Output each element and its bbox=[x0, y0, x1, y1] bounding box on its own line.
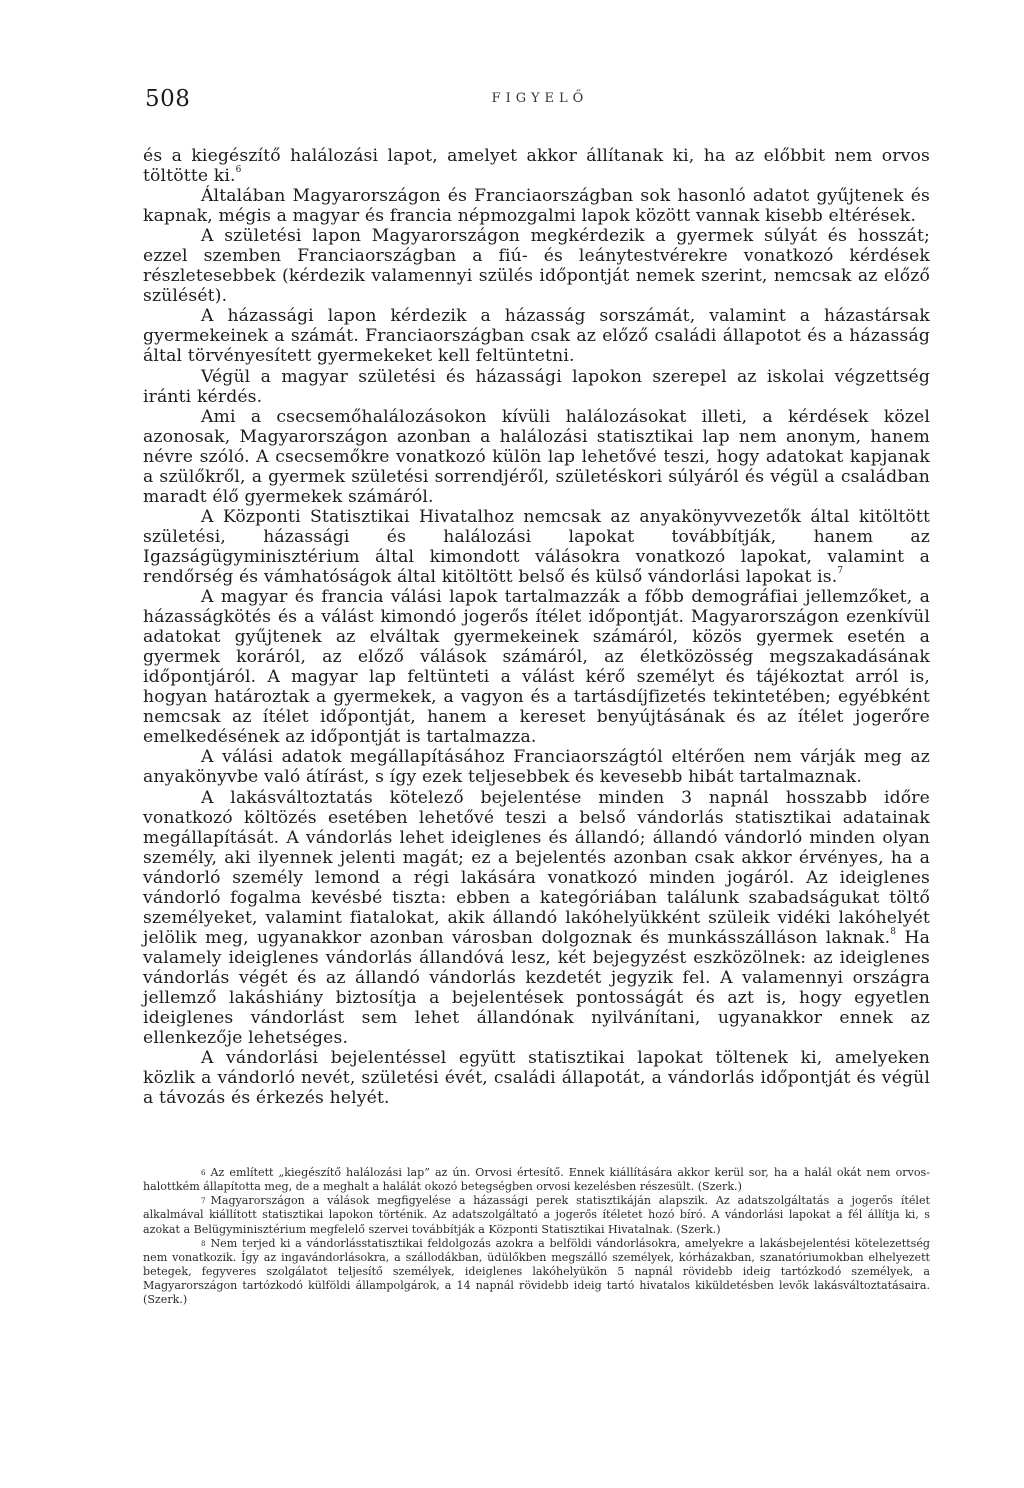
paragraph: Általában Magyarországon és Franciaországban sok hasonló adatot gyűjtenek és kapnak, mégis a magyar és francia népmozgalmi lapok között vannak kisebb eltérések. bbox=[143, 186, 930, 227]
paragraph: A magyar és francia válási lapok tartalmazzák a főbb demográfiai jellemzőket, a házasságkötés és a válást kimondó jogerős ítélet időpontját. Magyarországon ezenkívül adatokat gyűjtenek az elváltak gyermekeinek számáról, közös gyermek esetén a gyermek koráról, az előző válások számáról, az életközösség megszakadásának időpontjáról. A magyar lap feltünteti a válást kérő személyt és tájékoztat arról is, hogyan határoztak a gyermekek, a vagyon és a tartásdíjfizetés tekintetében; egyébként nemcsak az ítélet időpontját, hanem a kereset benyújtásának és az ítélet jogerőre emelkedésének az időpontját is tartalmazza. bbox=[143, 587, 930, 748]
body-text bbox=[143, 146, 930, 1108]
paragraph: Végül a magyar születési és házassági lapokon szerepel az iskolai végzettség iránti kérdés. bbox=[143, 366, 930, 407]
paragraph: és a kiegészítő halálozási lapot, amelyet akkor állítanak ki, ha az előbbit nem orvos töltötte ki.$^6$ bbox=[143, 146, 930, 187]
paragraph: A házassági lapon kérdezik a házasság sorszámát, valamint a házastársak gyermekeinek a számát. Franciaországban csak az előző családi állapotot és a házasság által törvényesített gyermekeket kell feltüntetni. bbox=[143, 306, 930, 367]
paragraph: A válási adatok megállapításához Franciaországtól eltérően nem várják meg az anyakönyvbe való átírást, s így ezek teljesebbek és kevesebb hibát tartalmaznak. bbox=[143, 747, 930, 788]
footnote: $^7$ Magyarországon a válások megfigyelése a házassági perek statisztikáján alapszik. Az adatszolgáltatás a jogerős ítélet alkalmával kiállított statisztikai lapokon történik. Az adatszolgáltató a jogerős ítéletet hozó bíró. A vándorlási lapokat a fél állítja ki, s azokat a Belügyminisztérium megfelelő szervei továbbítják a Központi Statisztikai Hivatalnak. (Szerk.) bbox=[143, 1194, 930, 1236]
footnote-reference: 7 bbox=[837, 565, 844, 576]
paragraph: A Központi Statisztikai Hivatalhoz nemcsak az anyakönyvvezetők által kitöltött születési, házassági és halálozási lapokat továbbítják, hanem az Igazságügyminisztérium által kimondott válásokra vonatkozó lapokat, valamint a rendőrség és vámhatóságok által kitöltött belső és külső vándorlási lapokat is.$^7$ bbox=[143, 506, 930, 587]
page-number: 508 bbox=[145, 86, 191, 112]
footnote: $^6$ Az említett „kiegészítő halálozási lap” az ún. Orvosi értesítő. Ennek kiállítására akkor kerül sor, ha a halál okát nem orvos-halottkém állapította meg, de a meghalt a halálát okozó betegségben orvosi kezelésben részesült. (Szerk.) bbox=[143, 1166, 930, 1194]
paragraph: A lakásváltoztatás kötelező bejelentése minden 3 napnál hosszabb időre vonatkozó költözés esetében lehetővé teszi a belső vándorlás statisztikai adatainak megállapítását. A vándorlás lehet ideiglenes és állandó; állandó vándorló minden olyan személy, aki ilyennek jelenti magát; ez a bejelentés azonban csak akkor érvényes, ha a vándorló személy lemond a régi lakására vonatkozó minden jogáról. Az ideiglenes vándorló fogalma kevésbé tiszta: ebben a kategóriában találunk szabadságukat töltő személyeket, valamint fiatalokat, akik állandó lakóhelyükként szüleik vidéki lakóhelyét jelölik meg, ugyanakkor azonban városban dolgoznak és munkásszálláson laknak.$^8$ Ha valamely ideiglenes vándorlás állandóvá lesz, két bejegyzést eszközölnek: az ideiglenes vándorlás végét és az állandó vándorlás kezdetét jegyzik fel. A valamennyi országra jellemző lakáshiány biztosítja a bejelentések pontosságát és azt is, hogy egyetlen ideiglenes vándorlást sem lehet állandónak nyilvánítani, ugyanakkor ennek az ellenkezője lehetséges. bbox=[143, 787, 930, 1049]
footnote-reference: 6 bbox=[235, 165, 242, 176]
paragraph: Ami a csecsemőhalálozásokon kívüli halálozásokat illeti, a kérdések közel azonosak, Magyarországon azonban a halálozási statisztikai lap nem anonym, hanem névre szóló. A csecsemőkre vonatkozó külön lap lehetővé teszi, hogy adatokat kapjanak a szülőkről, a gyermek születési sorrendjéről, születéskori súlyáról és végül a családban maradt élő gyermekek számáról. bbox=[143, 406, 930, 507]
footnote: $^8$ Nem terjed ki a vándorlásstatisztikai feldolgozás azokra a belföldi vándorlásokra, amelyekre a lakásbejelentési kötelezettség nem vonatkozik. Így az ingavándorlásokra, a szállodákban, üdülőkben megszálló személyek, kórházakban, szanatóriumokban elhelyezett betegek, fegyveres szolgálatot teljesítő személyek, ideiglenes lakóhelyükön 5 napnál rövidebb ideig tartózkodó személyek, a Magyarországon tartózkodó külföldi állampolgárok, a 14 napnál rövidebb ideig tartó hivatalos kiküldetésben levők lakásváltoztatásaira. (Szerk.) bbox=[143, 1236, 930, 1307]
paragraph: A vándorlási bejelentéssel együtt statisztikai lapokat töltenek ki, amelyeken közlik a vándorló nevét, születési évét, családi állapotát, a vándorlás időpontját és végül a távozás és érkezés helyét. bbox=[143, 1048, 930, 1109]
running-head: FIGYELŐ bbox=[491, 91, 589, 106]
page-header bbox=[145, 86, 935, 116]
paragraph: A születési lapon Magyarországon megkérdezik a gyermek súlyát és hosszát; ezzel szemben Franciaországban a fiú- és leánytestvérekre vonatkozó kérdések részletesebbek (kérdezik valamennyi szülés időpontját nemek szerint, nemcsak az előző szülését). bbox=[143, 226, 930, 307]
footnote-mark: 8 bbox=[201, 1239, 206, 1248]
footnote-reference: 8 bbox=[890, 926, 897, 937]
footnotes bbox=[143, 1166, 930, 1308]
footnote-mark: 6 bbox=[201, 1169, 206, 1177]
footnote-mark: 7 bbox=[201, 1197, 206, 1206]
